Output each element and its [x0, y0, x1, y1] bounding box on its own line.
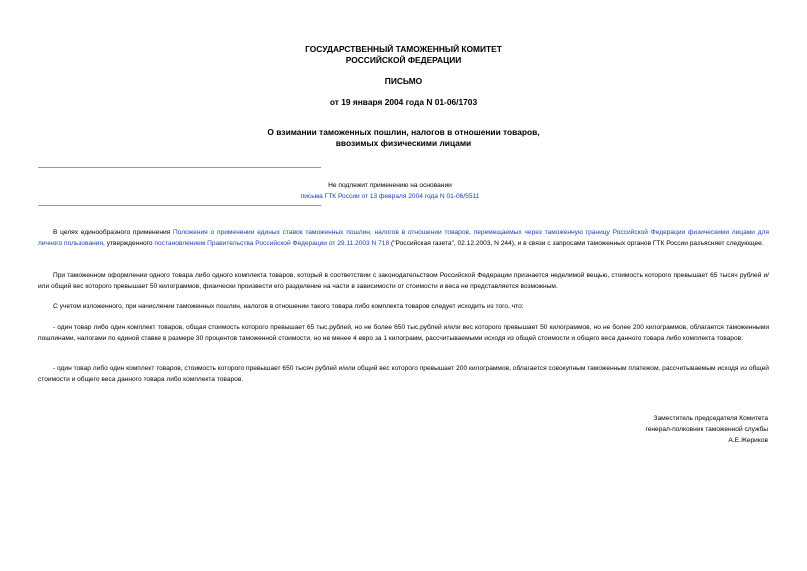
status-note-link[interactable]: письма ГТК России от 13 февраля 2004 года N 01-06/5511 — [300, 193, 480, 200]
paragraph-1 — [38, 227, 769, 249]
paragraph-1-end: ("Российская газета", 02.12.2003, N 244), и в связи с запросами таможенных органов ГТК России разъясняет следующее. — [389, 240, 764, 247]
signatory-name: А.Е.Жериков — [728, 437, 768, 444]
issuing-authority-line2: РОССИЙСКОЙ ФЕДЕРАЦИИ — [345, 55, 462, 65]
paragraph-2: При таможенном оформлении одного товара либо одного комплекта товаров, который в соответствии с законодательством Российской Федерации признается неделимой вещью, стоимость которого превышает 65 тысяч рублей и/или общий вес которого превышает 50 килограммов, физически произвести его разделение на части в зависимости от стоимости и веса не представляется возможным. — [38, 272, 769, 290]
paragraph-5: - один товар либо один комплект товаров, стоимость которого превышает 650 тысяч рублей и/или общий вес которого превышает 200 килограммов, облагается совокупным таможенным платежом, рассчитываемым исходя из общей стоимости и общего веса данного товара либо комплекта товаров. — [38, 365, 769, 383]
paragraph-3: С учетом изложенного, при начислении таможенных пошлин, налогов в отношении такого товара либо комплекта товаров следует исходить из того, что: — [53, 303, 524, 310]
paragraph-1-intro: В целях единообразного применения — [53, 229, 173, 236]
document-subject-line2: ввозимых физическими лицами — [335, 138, 472, 148]
divider-top — [38, 167, 321, 168]
status-note-text: Не подлежит применению на основании — [328, 182, 452, 189]
divider-bottom — [38, 205, 321, 206]
signatory-position: Заместитель председателя Комитета — [653, 415, 768, 422]
document-type: ПИСЬМО — [384, 76, 423, 86]
status-note-link-line — [240, 191, 540, 202]
issuing-authority-line1: ГОСУДАРСТВЕННЫЙ ТАМОЖЕННЫЙ КОМИТЕТ — [305, 44, 502, 54]
document-date-number: от 19 января 2004 года N 01-06/1703 — [329, 97, 478, 107]
paragraph-1-mid: , утвержденного — [103, 240, 155, 247]
signatory-rank: генерал-полковник таможенной службы — [645, 426, 768, 433]
regulation-link[interactable]: Положения о применении единых ставок таможенных пошлин, налогов в отношении товаров, перемещаемых через таможенную границу Российской Федерации физическими лицами для личного пользования — [38, 229, 769, 247]
paragraph-4: - один товар либо один комплект товаров, общая стоимость которого превышает 65 тыс.рублей, но не более 650 тыс.рублей и/или вес которого превышает 50 килограммов, но не более 200 килограммов, облагается таможенными пошлинами, налогами по единой ставке в размере 30 процентов таможенной стоимости, но не менее 4 евро за 1 килограмм, рассчитываемыми исходя из общей стоимости и общего веса данного товара либо комплекта товаров; — [38, 324, 769, 342]
document-subject-line1: О взимании таможенных пошлин, налогов в отношении товаров, — [267, 127, 540, 137]
government-decree-link[interactable]: постановлением Правительства Российской Федерации от 29.11.2003 N 718 — [154, 240, 390, 247]
